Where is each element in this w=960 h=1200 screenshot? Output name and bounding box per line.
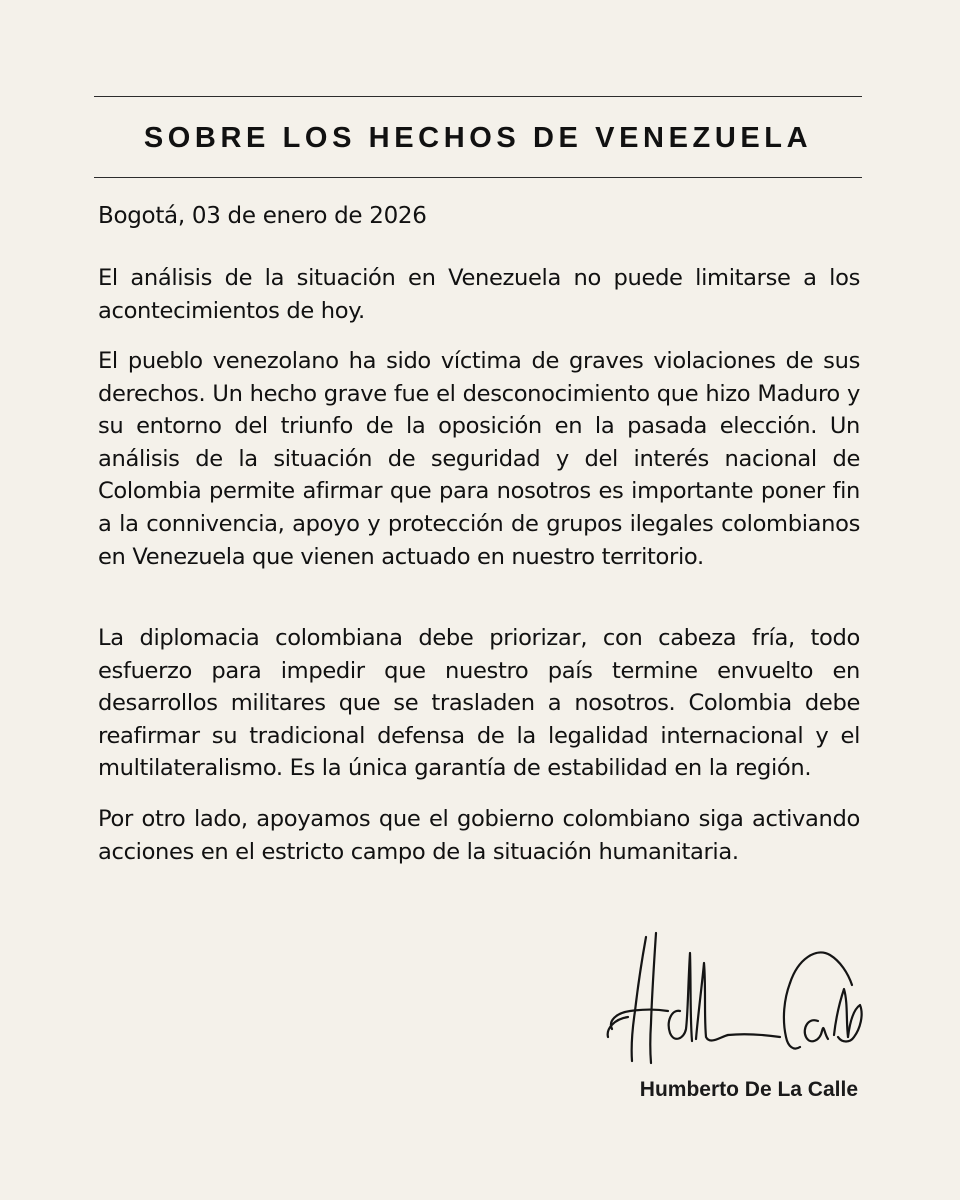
signer-name: Humberto De La Calle [639,1078,858,1101]
title-bottom-rule [94,177,862,178]
paragraph-1: El análisis de la situación en Venezuela no puede limitarse a los acontecimientos de hoy. [98,265,860,324]
document-title: SOBRE LOS HECHOS DE VENEZUELA [143,122,813,154]
paragraph-4: Por otro lado, apoyamos que el gobierno colombiano siga activando acciones en el estricto campo de la situación humanitaria. [98,806,860,865]
date-line: Bogotá, 03 de enero de 2026 [98,203,427,229]
paragraph-3: La diplomacia colombiana debe priorizar, con cabeza fría, todo esfuerzo para impedir que nuestro país termine envuelto en desarrollos militares que se trasladen a nosotros. Colombia debe reafirmar su tradicional defensa de la legalidad internacional y el multilateralismo. Es la única garantía de estabilidad en la región. [98,625,860,782]
handwritten-signature [598,925,868,1070]
paragraph-2: El pueblo venezolano ha sido víctima de graves violaciones de sus derechos. Un hecho grave fue el desconocimiento que hizo Maduro y su entorno del triunfo de la oposición en la pasada elección. Un análisis de la situación de seguridad y del interés nacional de Colombia permite afirmar que para nosotros es importante poner fin a la connivencia, apoyo y protección de grupos ilegales colombianos en Venezuela que vienen actuado en nuestro territorio. [98,348,860,570]
title-top-rule [94,96,862,97]
